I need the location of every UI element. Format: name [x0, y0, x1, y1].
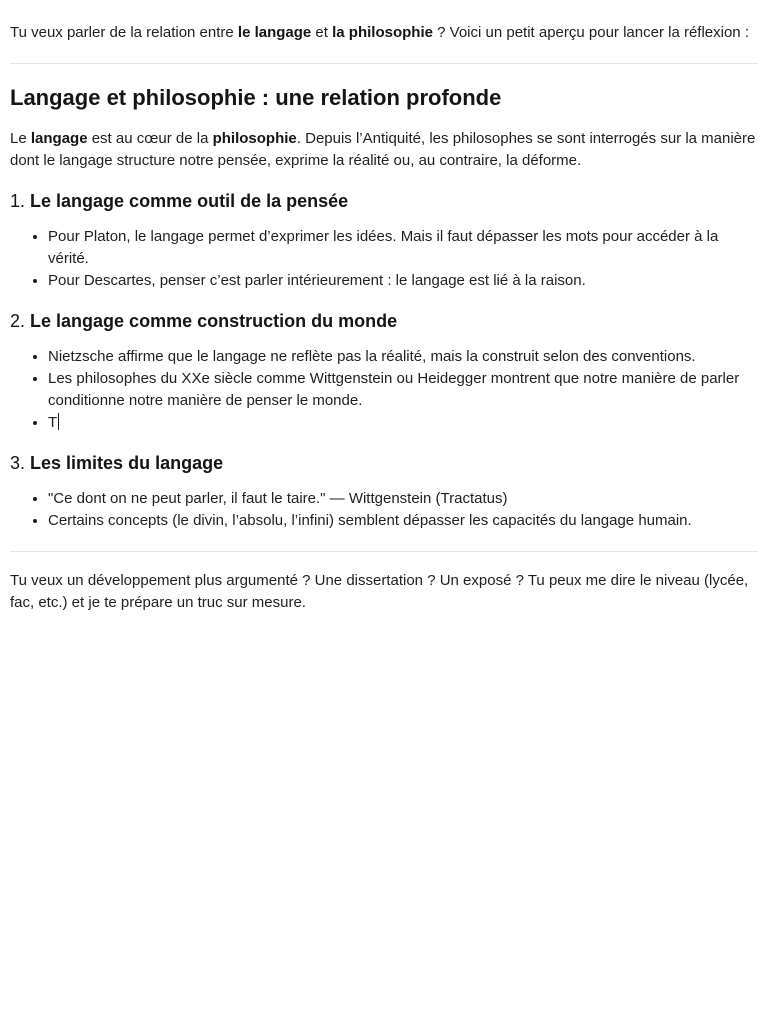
lead-bold-philosophie: philosophie [212, 130, 297, 147]
intro-text: Tu veux parler de la relation entre [10, 24, 238, 41]
list-item: • Pour Descartes, penser c’est parler intérieurement : le langage est lié à la raison. [48, 270, 758, 292]
section-title: Les limites du langage [30, 453, 224, 473]
bullet-list-3 [10, 488, 758, 532]
intro-paragraph [10, 0, 758, 44]
section-number: 3. [10, 453, 26, 473]
intro-bold-philosophie: la philosophie [332, 24, 433, 41]
section-number: 2. [10, 311, 26, 331]
section-number: 1. [10, 191, 26, 211]
lead-text: Le [10, 130, 31, 147]
main-heading: Langage et philosophie : une relation profonde [10, 85, 502, 110]
bullet-list-1 [10, 226, 758, 292]
lead-paragraph [10, 128, 758, 172]
list-item: • Pour Platon, le langage permet d’exprimer les idées. Mais il faut dépasser les mots pour accéder à la vérité. [48, 226, 758, 270]
section-heading-1 [10, 189, 758, 213]
lead-text: est au cœur de la [87, 130, 213, 147]
lead-text: . Depuis l’Antiquité, les philosophes se sont interrogés sur la manière dont le langage structure notre pensée, exprime la réalité ou, au contraire, la déforme. [10, 130, 756, 169]
section-heading-2 [10, 309, 758, 333]
typed-text[interactable]: T [48, 414, 58, 431]
outro-paragraph: Tu veux un développement plus argumenté ? Une dissertation ? Un exposé ? Tu peux me dire le niveau (lycée, fac, etc.) et je te prépare un truc sur mesure. [10, 572, 749, 611]
list-item: • Les philosophes du XXe siècle comme Wittgenstein ou Heidegger montrent que notre manière de parler conditionne notre manière de penser le monde. [48, 368, 758, 412]
section-title: Le langage comme construction du monde [30, 311, 398, 331]
bullet-list-2 [10, 346, 758, 434]
lead-bold-langage: langage [30, 130, 88, 147]
section-title: Le langage comme outil de la pensée [30, 191, 349, 211]
intro-text: et [311, 24, 333, 41]
divider [10, 63, 758, 64]
text-cursor [58, 413, 59, 430]
intro-text: ? Voici un petit aperçu pour lancer la réflexion : [432, 24, 749, 41]
list-item: • Certains concepts (le divin, l’absolu, l’infini) semblent dépasser les capacités du langage humain. [48, 510, 758, 532]
list-item: • "Ce dont on ne peut parler, il faut le taire." — Wittgenstein (Tractatus) [48, 488, 758, 510]
list-item: • Nietzsche affirme que le langage ne reflète pas la réalité, mais la construit selon des conventions. [48, 346, 758, 368]
list-item-editing[interactable] [48, 412, 758, 434]
divider [10, 551, 758, 552]
intro-bold-langage: le langage [237, 24, 312, 41]
section-heading-3 [10, 451, 758, 475]
